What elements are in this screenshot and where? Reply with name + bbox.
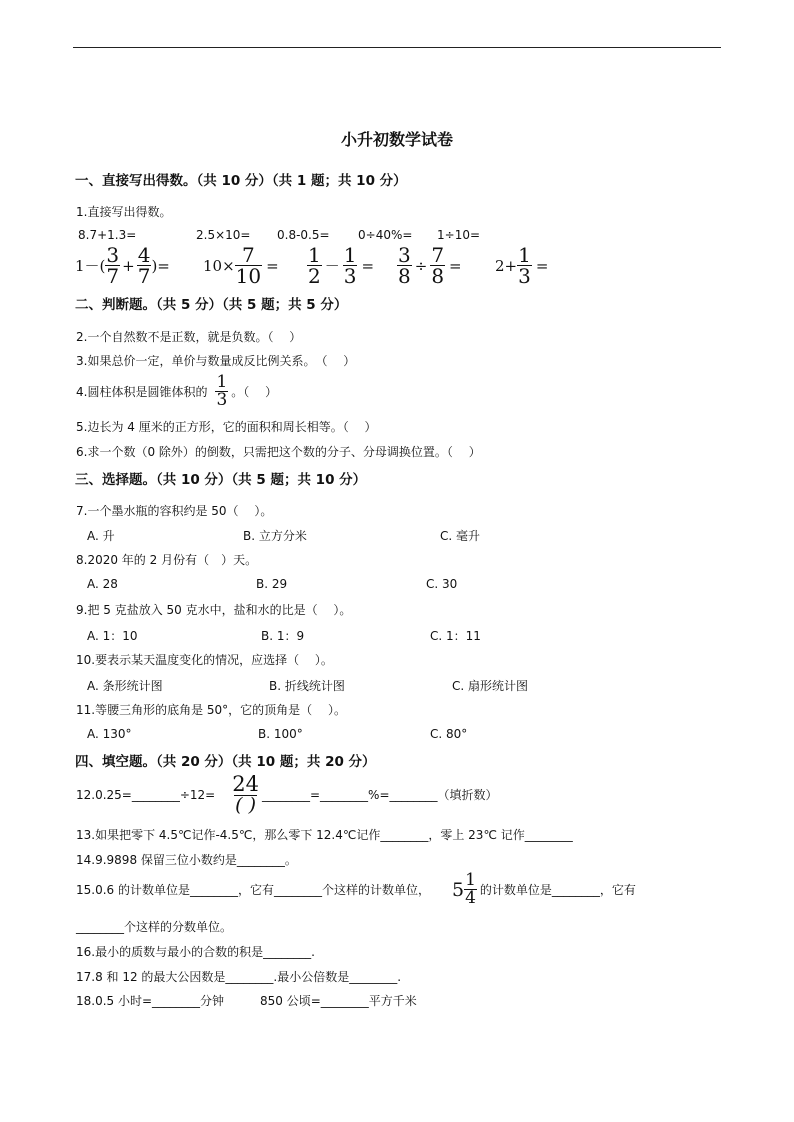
question-10: 10.要表示某天温度变化的情况，应选择（ ）。 [76,653,333,667]
q9-option-a: A. 1：10 [87,629,138,643]
question-17: 17.8 和 12 的最大公因数是________.最小公倍数是________. [76,970,402,984]
header-rule [73,47,721,48]
expr-tail: = [361,256,375,275]
q11-option-a: A. 130° [87,727,132,741]
fraction [397,245,412,286]
fraction [137,245,152,286]
question-15 [76,872,636,907]
question-4 [76,374,277,409]
calc-5: 1÷10= [437,228,481,242]
fraction [307,245,322,286]
question-12-text: 12.0.25=________÷12= [76,787,216,802]
expr-tail: = [449,256,462,275]
numerator: 1 [465,870,476,890]
denominator: 3 [216,390,228,410]
q7-option-c: C. 毫升 [440,529,481,543]
question-13: 13.如果把零下 4.5℃记作-4.5℃，那么零下 12.4℃记作________，零上 23℃ 记作________ [76,828,573,842]
operator: + [122,256,135,275]
calc-1: 8.7+1.3= [78,228,137,242]
numerator: 1 [308,243,321,267]
denominator: 7 [106,264,120,288]
denominator: 3 [343,264,357,288]
question-18-part-2: 850 公顷=________平方千米 [260,994,417,1008]
question-3: 3.如果总价一定，单价与数量成反比例关系。 （ ） [76,354,356,368]
section-3-heading: 三、选择题。（共 10 分）（共 5 题；共 10 分） [75,472,367,488]
section-2-heading: 二、判断题。（共 5 分）（共 5 题；共 5 分） [75,297,348,313]
q8-option-a: A. 28 [87,577,118,591]
fraction-calc-1 [75,245,170,286]
fraction [517,245,532,286]
question-15-tail: 的计数单位是________，它有 [479,883,636,897]
q7-option-b: B. 立方分米 [243,529,307,543]
fraction-calc-3 [307,245,374,286]
numerator: 4 [137,243,151,267]
denominator: 8 [398,264,411,288]
question-1: 1.直接写出得数。 [76,205,172,219]
numerator: 3 [106,243,120,267]
q9-option-c: C. 1：11 [430,629,481,643]
page-title: 小升初数学试卷 [340,130,453,149]
q10-option-c: C. 扇形统计图 [452,679,529,693]
section-1-heading: 一、直接写出得数。（共 10 分）（共 1 题；共 10 分） [75,173,407,189]
expr-tail: = [266,256,279,275]
operator: ÷ [414,256,428,275]
expr-tail: = [535,256,549,275]
calc-2: 2.5×10= [196,228,251,242]
question-14: 14.9.9898 保留三位小数约是________。 [76,853,297,867]
question-12 [76,774,498,815]
question-5: 5.边长为 4 厘米的正方形，它的面积和周长相等。（ ） [76,420,377,434]
denominator: 3 [518,264,531,288]
expr-lead: 1－( [75,257,106,275]
fraction-calc-2 [203,245,279,286]
question-6: 6.求一个数（0 除外）的倒数，只需把这个数的分子、分母调换位置。（ ） [76,445,481,459]
question-2: 2.一个自然数不是正数，就是负数。（ ） [76,330,302,344]
denominator: ( ) [235,794,257,816]
operator: － [324,257,340,275]
question-15-text: 15.0.6 的计数单位是________，它有________个这样的计数单位， [76,883,430,897]
numerator: 1 [216,372,228,392]
expr-lead: 10× [203,256,235,275]
fraction [235,245,262,286]
question-16: 16.最小的质数与最小的合数的积是________. [76,945,315,959]
calc-3: 0.8-0.5= [277,228,330,242]
q11-option-c: C. 80° [430,727,468,741]
fraction [105,245,120,286]
numerator: 7 [431,243,445,267]
q10-option-b: B. 折线统计图 [269,679,345,693]
fraction [343,245,358,286]
denominator: 2 [308,264,321,288]
denominator: 7 [137,264,151,288]
q7-option-a: A. 升 [87,529,115,543]
question-4-text: 4.圆柱体积是圆锥体积的 [76,385,208,399]
question-9: 9.把 5 克盐放入 50 克水中，盐和水的比是（ ）。 [76,603,352,617]
q8-option-b: B. 29 [256,577,288,591]
expr-tail: )= [151,256,170,275]
q8-option-c: C. 30 [426,577,458,591]
fraction-calc-4 [397,245,462,286]
question-18-part-1: 18.0.5 小时=________分钟 [76,994,225,1008]
calc-4: 0÷40%= [358,228,413,242]
section-4-heading: 四、填空题。（共 20 分）（共 10 题；共 20 分） [75,754,376,770]
numerator: 1 [343,243,357,267]
question-15-line-2: ________个这样的分数单位。 [76,920,233,934]
question-11: 11.等腰三角形的底角是 50°，它的顶角是（ ）。 [76,703,346,717]
question-4-tail: 。（ ） [231,385,278,399]
fraction-calc-5 [495,245,548,286]
q9-option-b: B. 1：9 [261,629,305,643]
fraction [215,374,228,409]
q10-option-a: A. 条形统计图 [87,679,163,693]
numerator: 7 [242,243,255,267]
denominator: 10 [235,264,262,288]
numerator: 24 [232,772,259,796]
question-7: 7.一个墨水瓶的容积约是 50（ ）。 [76,504,273,518]
denominator: 8 [431,264,445,288]
denominator: 4 [465,888,476,908]
expr-lead: 2+ [495,256,518,275]
fraction [430,245,445,286]
question-8: 8.2020 年的 2 月份有（ ）天。 [76,553,258,567]
numerator: 1 [518,243,531,267]
mixed-number-whole: 5 [451,878,465,901]
fraction [464,872,477,907]
q11-option-b: B. 100° [258,727,303,741]
question-12-tail: ________=________%=________（填折数） [261,788,498,802]
fraction [231,774,260,815]
numerator: 3 [398,243,411,267]
